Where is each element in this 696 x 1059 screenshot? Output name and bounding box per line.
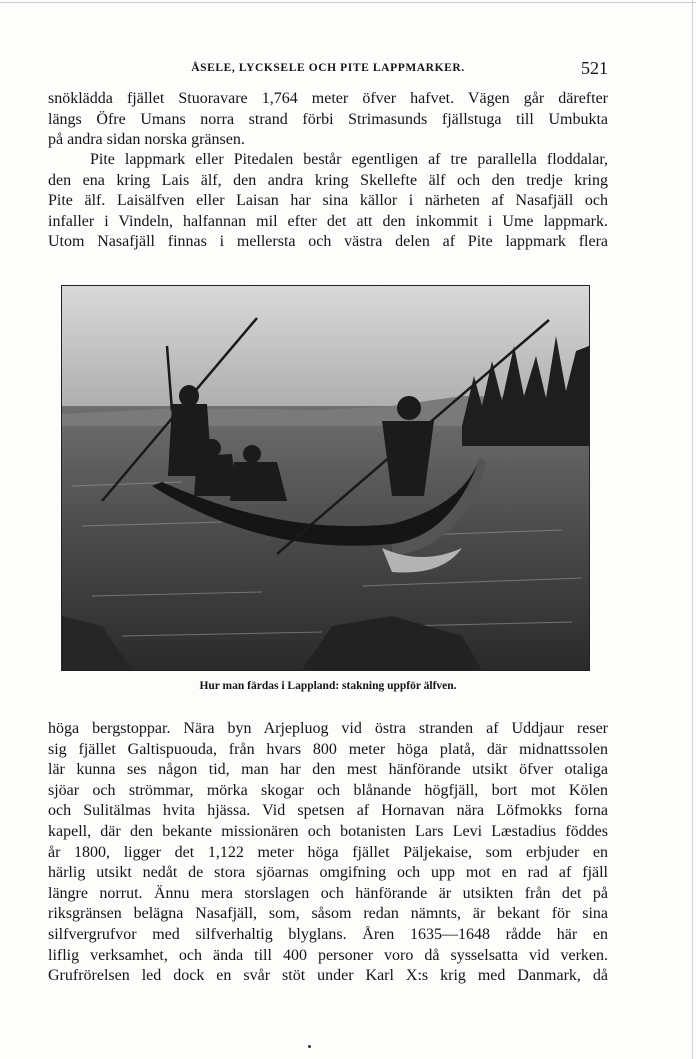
text-line: snöklädda fjället Stuoravare 1,764 meter öfver hafvet. Vägen går därefter: [48, 90, 608, 107]
paragraph-1: [48, 89, 608, 151]
top-edge-rule: [0, 2, 696, 3]
running-header: [48, 58, 608, 82]
printing-speck: [308, 1045, 311, 1048]
text-line: lär kunna ses någon tid, man har den mest hänförande utsikt öfver otaliga: [48, 761, 608, 779]
text-line: infaller i Vindeln, halfannan mil efter det att den inkommit i Ume lappmark.: [48, 212, 608, 230]
text-line: sjöar och strömmar, mörka skogar och blånande högfjäll, bort mot Kölen: [48, 781, 608, 799]
text-line: år 1800, ligger det 1,122 meter höga fjället Päljekaise, som erbjuder en: [48, 843, 608, 861]
paragraph-3: [48, 719, 608, 987]
text-line: på andra sidan norska gränsen.: [48, 131, 245, 149]
text-line: och Sulitälmas hvita hjässa. Vid spetsen af Hornavan nära Löfmokks forna: [48, 802, 608, 820]
text-line: kapell, där den bekante missionären och botanisten Lars Levi Læstadius föddes: [48, 822, 608, 840]
text-line: härlig utsikt nedåt de stora sjöarnas omgifning och upp mot en rad af fjäll: [48, 864, 608, 882]
text-line: riksgränsen belägna Nasafjäll, som, såsom redan nämnts, är bekant för sina: [48, 905, 608, 923]
text-line: höga bergstoppar. Nära byn Arjepluog vid östra stranden af Uddjaur reser: [48, 720, 608, 737]
text-line: Grufrörelsen led dock en svår stöt under Karl X:s krig med Danmark, då: [48, 967, 608, 985]
text-line: Pite älf. Laisälfven eller Laisan har sina källor i närheten af Nasafjäll och: [48, 192, 608, 210]
text-line: den ena kring Lais älf, den andra kring Skellefte älf och den tredje kring: [48, 171, 608, 189]
text-line: längs Öfre Umans norra strand förbi Strimasunds fjällstuga till Umbukta: [48, 110, 608, 128]
paragraph-2: [48, 150, 608, 253]
text-line: Pite lappmark eller Pitedalen består egentligen af tre parallella floddalar,: [90, 151, 608, 168]
page-number: 521: [581, 58, 608, 78]
illustration-poling-boat: [61, 285, 590, 671]
text-line: liflig verksamhet, och ända till 400 personer voro då sysselsatta vid verken.: [48, 946, 608, 964]
running-title: ÅSELE, LYCKSELE OCH PITE LAPPMARKER.: [191, 62, 465, 74]
figure-caption: Hur man färdas i Lappland: stakning uppför älfven.: [199, 680, 457, 692]
text-line: längre norrut. Ännu mera storslagen och hänförande är utsikten från det på: [48, 884, 608, 902]
text-line: silfvergrufvor med silfverhaltig blyglans. Åren 1635—1648 rådde här en: [48, 925, 608, 943]
text-line: Utom Nasafjäll finnas i mellersta och västra delen af Pite lappmark flera: [48, 233, 608, 251]
text-line: sig fjället Galtispuouda, från hvars 800 meter höga platå, där midnattssolen: [48, 740, 608, 758]
engraving-image: [62, 286, 589, 670]
right-edge-rule: [692, 0, 693, 1059]
